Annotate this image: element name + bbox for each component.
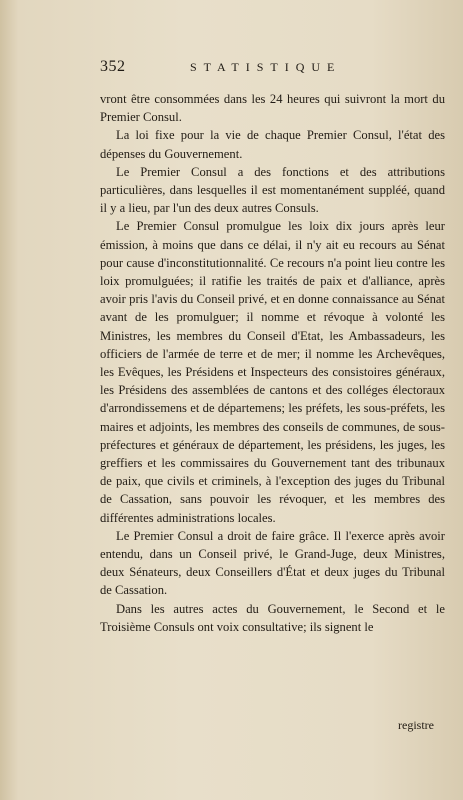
- paragraph: vront être consommées dans les 24 heures qui suivront la mort du Premier Consul.: [100, 92, 445, 125]
- paragraph: Le Premier Consul promulgue les loix dix jours après leur émission, à moins que dans ce délai, il n'y ait eu recours au Sénat pour cause d'inconstitutionnalité. Ce recours n'a point lieu contre les loix promulguées; il ratifie les traités de paix et d'alliance, après avoir pris l'avis du Conseil privé, et en donne connaissance au Sénat avant de les promulguer; il nomme et révoque à volonté les Ministres, les membres du Conseil d'Etat, les Ambassadeurs, les officiers de l'armée de terre et de mer; il nomme les Archevêques, les Evêques, les Présidens et Inspecteurs des consistoires généraux, les Présidens des assemblées de cantons et des colléges électoraux d'arrondissemens et de départemens; les préfets, les sous-préfets, les maires et adjoints, les membres des conseils de communes, de sous-préfectures et généraux de département, les présidens, les juges, les greffiers et les commissaires du Gouvernement tant des tribunaux de paix, que civils et criminels, à l'exception des juges du Tribunal de Cassation, sans pouvoir les révoquer, et les membres des différentes administrations locales.: [100, 219, 445, 525]
- paragraph: Le Premier Consul a des fonctions et des attributions particulières, dans lesquelles il est momentanément suppléé, quand il y a lieu, par l'un des deux autres Consuls.: [100, 164, 445, 216]
- paragraph: Dans les autres actes du Gouvernement, le Second et le Troisième Consuls ont voix consultative; ils signent le: [100, 601, 445, 634]
- paragraph: Le Premier Consul a droit de faire grâce. Il l'exerce après avoir entendu, dans un Conseil privé, le Grand-Juge, deux Ministres, deux Sénateurs, deux Conseillers d'État et deux juges du Tribunal de Cassation.: [100, 528, 445, 598]
- catchword: registre: [398, 718, 434, 732]
- running-title: STATISTIQUE: [190, 60, 342, 74]
- body-text: [100, 90, 445, 636]
- paragraph: La loi fixe pour la vie de chaque Premier Consul, l'état des dépenses du Gouvernement.: [100, 128, 445, 161]
- page-number: 352: [100, 58, 126, 75]
- page-header: [100, 58, 445, 78]
